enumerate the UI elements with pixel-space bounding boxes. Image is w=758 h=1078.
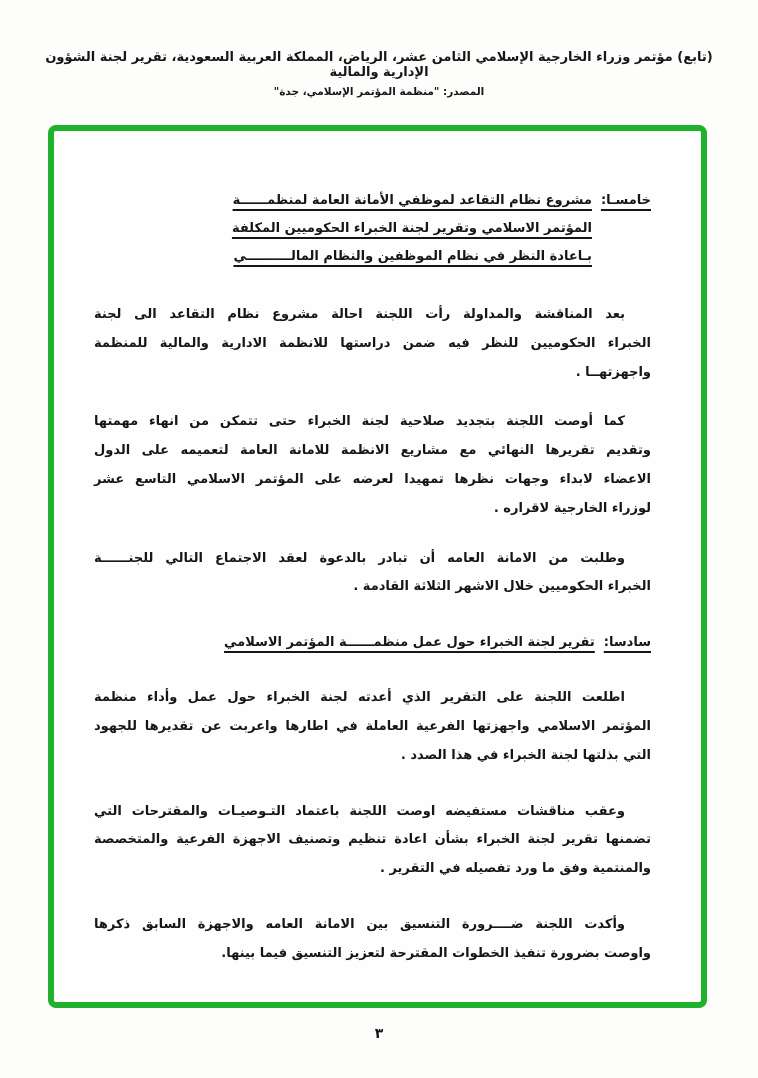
page-number: ٣ — [374, 1026, 384, 1042]
section-six-label: سادسا: — [603, 635, 651, 651]
paragraph-line: الخبراء الحكوميين للنظر فيه ضمن دراستها للانظمة الادارية والمالية للمنظمة — [94, 335, 651, 351]
page-header-caption: (تابع) مؤتمر وزراء الخارجية الإسلامي الثامن عشر، الرياض، المملكة العربية السعودية، تقرير لجنة الشؤون الإدارية والمالية — [45, 50, 713, 80]
paragraph-line: تضمنها تقرير لجنة الخبراء بشأن اعادة تنظيم وتصنيف الاجهزة الفرعية والمتخصصة — [94, 832, 651, 848]
paragraph-6 — [94, 911, 651, 969]
paragraph-line: الاعضاء لابداء وجهات نظرها تمهيدا لعرضه على المؤتمر الاسلامي التاسع عشر — [94, 471, 651, 487]
paragraph-line: وأكدت اللجنة ضــــرورة التنسيق بين الامانة العامه والاجهزة السابق ذكرها — [94, 916, 625, 932]
paragraph-line: واوصت بضرورة تنفيذ الخطوات المقترحة لتعزيز التنسيق فيما بينها. — [221, 945, 651, 961]
paragraph-line: التي بذلتها لجنة الخبراء في هذا الصدد . — [400, 747, 651, 763]
paragraph-line: وتقديم تقريرها النهائي مع مشاريع الانظمة للامانة العامة لتعميمه على الدول — [94, 443, 651, 459]
paragraph-line: وطلبت من الامانة العامه أن تبادر بالدعوة لعقد الاجتماع التالي للجنــــــة — [94, 550, 625, 566]
section-six-title: تقرير لجنة الخبراء حول عمل منظمــــــة المؤتمر الاسلامي — [224, 635, 595, 651]
paragraph-4 — [94, 684, 651, 770]
paragraph-2 — [94, 408, 651, 523]
document-body — [94, 187, 651, 990]
heading-line: مشروع نظام التقاعد لموظفي الأمانة العامة لمنظمــــــة — [232, 193, 592, 208]
section-five-label: خامسـا: — [600, 193, 651, 208]
paragraph-line: واجهزتهــا . — [575, 364, 651, 380]
paragraph-line: بعد المناقشة والمداولة رأت اللجنة احالة مشروع نظام التقاعد الى لجنة — [94, 307, 625, 322]
paragraph-line: اطلعت اللجنة على التقرير الذي أعدته لجنة الخبراء حول عمل وأداء منظمة — [94, 690, 625, 706]
paragraph-3 — [94, 545, 651, 603]
section-five-heading — [94, 187, 651, 271]
paragraph-1 — [94, 301, 651, 387]
paragraph-line: والمنتمية وفق ما ورد تفصيله في التقرير . — [379, 861, 651, 877]
section-six-heading — [94, 629, 651, 657]
paragraph-line: المؤتمر الاسلامي واجهزتها الفرعية العاملة في اطارها واعربت عن تقديرها للجهود — [94, 718, 651, 734]
paragraph-line: الخبراء الحكوميين خلال الاشهر الثلاثة القادمة . — [353, 579, 651, 595]
paragraph-line: كما أوصت اللجنة بتجديد صلاحية لجنة الخبراء حتى تتمكن من انهاء مهمتها — [94, 414, 625, 430]
page-header-source: المصدر: "منظمة المؤتمر الإسلامي، جدة" — [273, 86, 485, 98]
paragraph-5 — [94, 798, 651, 884]
green-annotation-frame — [48, 125, 707, 1008]
paragraph-line: وعقب مناقشات مستفيضه اوصت اللجنة باعتماد التـوصيـات والمقترحات التي — [94, 803, 625, 819]
heading-line: بـاعادة النظر في نظام الموظفين والنظام المالــــــــــي — [233, 249, 592, 264]
paragraph-line: لوزراء الخارجية لاقراره . — [493, 500, 651, 516]
heading-line: المؤتمر الاسلامي وتقرير لجنة الخبراء الحكوميين المكلفة — [231, 221, 592, 236]
section-five-title — [204, 187, 592, 271]
